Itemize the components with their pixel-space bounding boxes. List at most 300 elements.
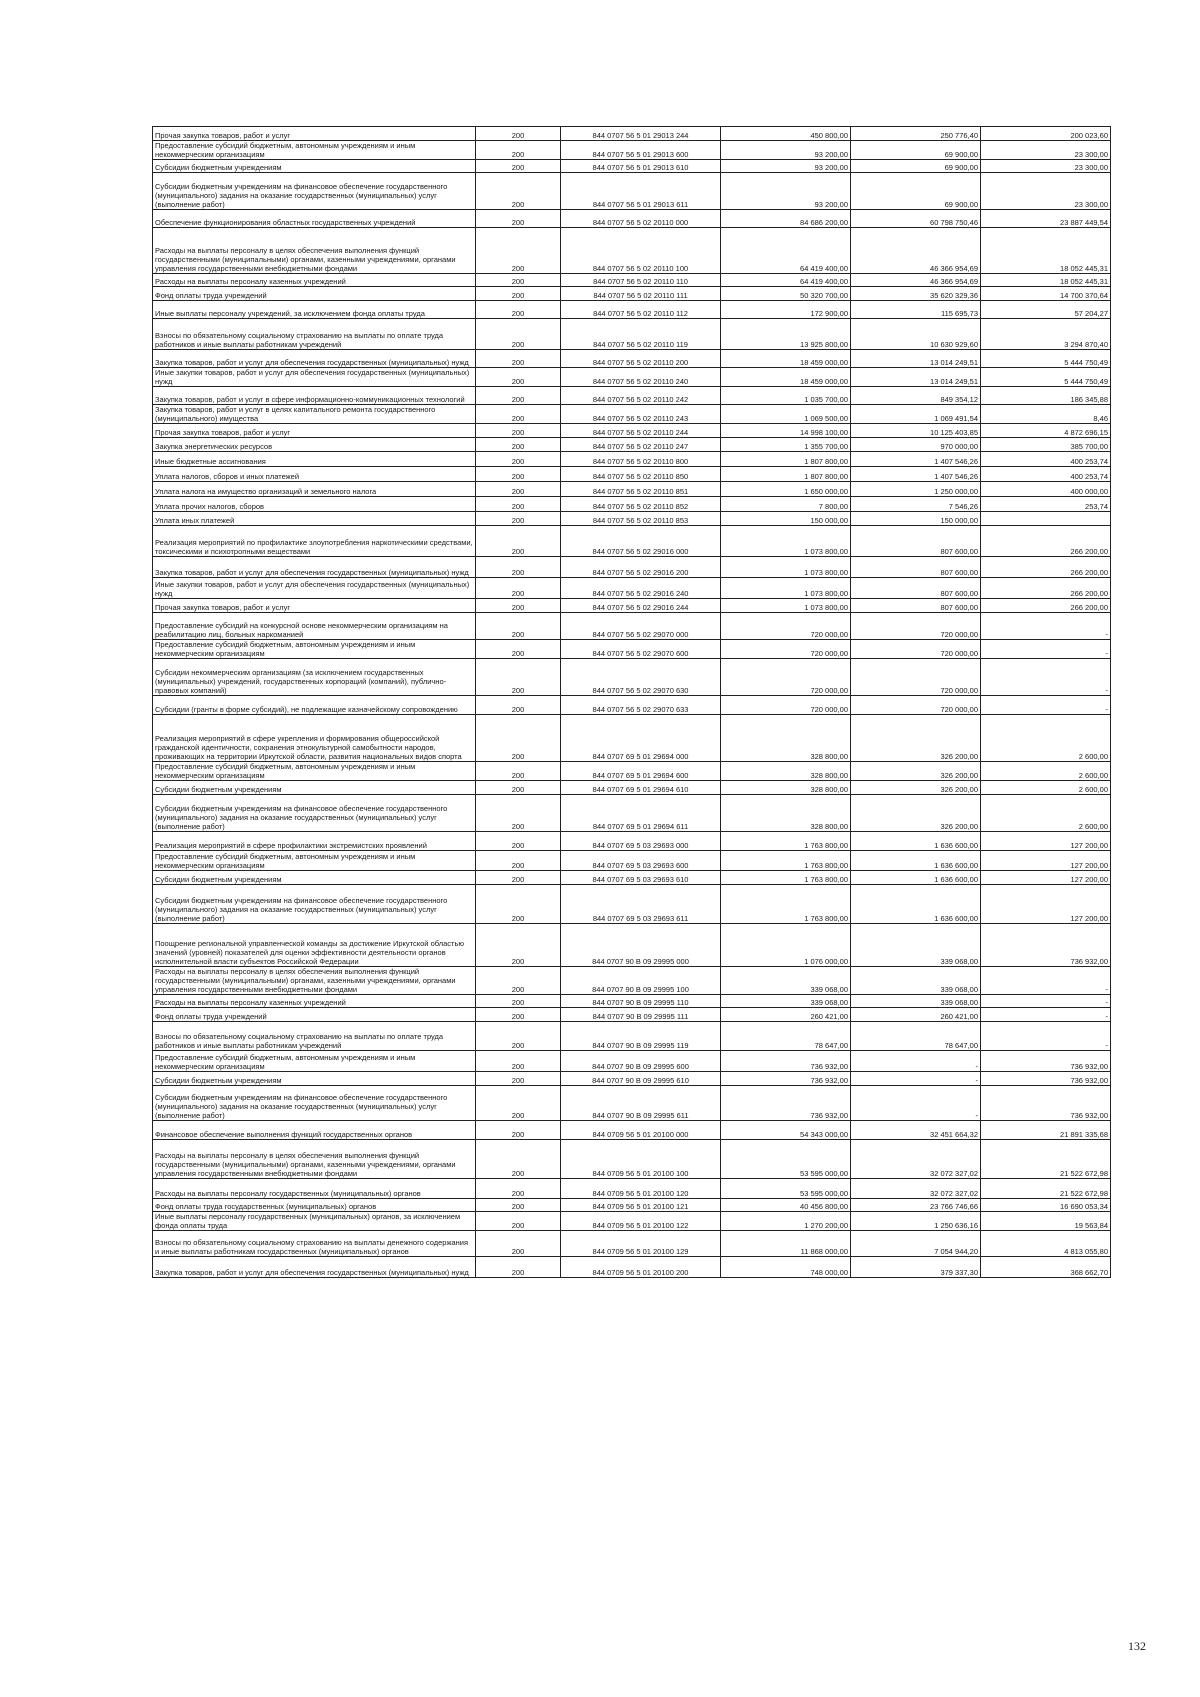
row-approved-cell: 1 650 000,00 <box>721 482 851 497</box>
row-unexecuted-cell: 21 522 672,98 <box>981 1140 1111 1179</box>
row-code-cell: 200 <box>476 781 561 795</box>
row-approved-cell: 748 000,00 <box>721 1257 851 1278</box>
table-row <box>153 387 1111 405</box>
row-unexecuted-cell: 266 200,00 <box>981 526 1111 557</box>
row-approved-cell: 18 459 000,00 <box>721 350 851 368</box>
row-unexecuted-cell: 2 600,00 <box>981 762 1111 781</box>
table-row <box>153 228 1111 274</box>
row-name-cell: Предоставление субсидий на конкурсной основе некоммерческим организациям на реабилитацию лиц, больных наркоманией <box>153 613 476 640</box>
row-unexecuted-cell: 23 887 449,54 <box>981 210 1111 228</box>
row-code-cell: 200 <box>476 1022 561 1051</box>
table-row <box>153 696 1111 715</box>
row-name-cell: Фонд оплаты труда учреждений <box>153 1008 476 1022</box>
row-code-cell: 200 <box>476 368 561 387</box>
row-code-cell: 200 <box>476 438 561 452</box>
row-kbk-cell: 844 0707 56 5 02 20110 244 <box>561 424 721 438</box>
row-unexecuted-cell: 127 200,00 <box>981 885 1111 924</box>
table-row <box>153 424 1111 438</box>
row-kbk-cell: 844 0709 56 5 01 20100 122 <box>561 1212 721 1231</box>
row-executed-cell: 339 068,00 <box>851 924 981 967</box>
row-code-cell: 200 <box>476 1199 561 1212</box>
row-code-cell: 200 <box>476 1086 561 1121</box>
row-unexecuted-cell: 18 052 445,31 <box>981 228 1111 274</box>
row-executed-cell: 1 636 600,00 <box>851 885 981 924</box>
row-executed-cell: - <box>851 1072 981 1086</box>
row-code-cell: 200 <box>476 1051 561 1072</box>
row-unexecuted-cell: 21 891 335,68 <box>981 1121 1111 1140</box>
row-unexecuted-cell: 186 345,88 <box>981 387 1111 405</box>
row-kbk-cell: 844 0709 56 5 01 20100 129 <box>561 1231 721 1257</box>
row-code-cell: 200 <box>476 160 561 173</box>
row-name-cell: Субсидии некоммерческим организациям (за исключением государственных (муниципальных) учреждений, государственных корпораций (компаний), публично-правовых компаний) <box>153 659 476 696</box>
row-approved-cell: 1 763 800,00 <box>721 885 851 924</box>
row-code-cell: 200 <box>476 173 561 210</box>
row-code-cell: 200 <box>476 482 561 497</box>
row-unexecuted-cell: 736 932,00 <box>981 924 1111 967</box>
row-approved-cell: 1 073 800,00 <box>721 578 851 599</box>
budget-execution-table <box>152 126 1111 1278</box>
row-executed-cell: 260 421,00 <box>851 1008 981 1022</box>
row-approved-cell: 328 800,00 <box>721 795 851 832</box>
table-row <box>153 482 1111 497</box>
table-row <box>153 832 1111 851</box>
table-row <box>153 1072 1111 1086</box>
row-executed-cell: 807 600,00 <box>851 557 981 578</box>
row-name-cell: Закупка товаров, работ и услуг в сфере информационно-коммуникационных технологий <box>153 387 476 405</box>
row-name-cell: Расходы на выплаты персоналу в целях обеспечения выполнения функций государственными (муниципальными) органами, казенными учреждениями, органами управления государственными внебюджетными фондами <box>153 1140 476 1179</box>
row-unexecuted-cell: 266 200,00 <box>981 599 1111 613</box>
row-approved-cell: 18 459 000,00 <box>721 368 851 387</box>
row-code-cell: 200 <box>476 141 561 160</box>
row-code-cell: 200 <box>476 467 561 482</box>
row-approved-cell: 736 932,00 <box>721 1051 851 1072</box>
row-kbk-cell: 844 0707 56 5 02 20110 000 <box>561 210 721 228</box>
table-row <box>153 851 1111 871</box>
row-kbk-cell: 844 0709 56 5 01 20100 100 <box>561 1140 721 1179</box>
row-executed-cell: 1 250 000,00 <box>851 482 981 497</box>
row-name-cell: Закупка товаров, работ и услуг для обеспечения государственных (муниципальных) нужд <box>153 1257 476 1278</box>
row-kbk-cell: 844 0707 56 5 02 20110 112 <box>561 301 721 319</box>
row-code-cell: 200 <box>476 319 561 350</box>
row-executed-cell: 807 600,00 <box>851 599 981 613</box>
row-code-cell: 200 <box>476 1072 561 1086</box>
row-kbk-cell: 844 0707 56 5 02 29070 630 <box>561 659 721 696</box>
row-name-cell: Закупка товаров, работ и услуг в целях капитального ремонта государственного (муниципального) имущества <box>153 405 476 424</box>
table-row <box>153 1140 1111 1179</box>
row-unexecuted-cell: 23 300,00 <box>981 160 1111 173</box>
row-approved-cell: 84 686 200,00 <box>721 210 851 228</box>
row-code-cell: 200 <box>476 696 561 715</box>
row-executed-cell: 60 798 750,46 <box>851 210 981 228</box>
row-code-cell: 200 <box>476 1257 561 1278</box>
table-row <box>153 795 1111 832</box>
row-kbk-cell: 844 0707 69 5 01 29694 611 <box>561 795 721 832</box>
row-approved-cell: 150 000,00 <box>721 512 851 526</box>
row-code-cell: 200 <box>476 613 561 640</box>
row-kbk-cell: 844 0707 56 5 02 29070 633 <box>561 696 721 715</box>
row-name-cell: Уплата налогов, сборов и иных платежей <box>153 467 476 482</box>
row-kbk-cell: 844 0707 56 5 02 20110 852 <box>561 497 721 512</box>
row-approved-cell: 50 320 700,00 <box>721 287 851 301</box>
table-row <box>153 781 1111 795</box>
row-unexecuted-cell: 736 932,00 <box>981 1072 1111 1086</box>
row-name-cell: Иные закупки товаров, работ и услуг для обеспечения государственных (муниципальных) нужд <box>153 368 476 387</box>
row-kbk-cell: 844 0707 56 5 02 29016 244 <box>561 599 721 613</box>
row-unexecuted-cell: - <box>981 1008 1111 1022</box>
table-row <box>153 1257 1111 1278</box>
row-kbk-cell: 844 0707 56 5 02 29016 240 <box>561 578 721 599</box>
row-approved-cell: 1 073 800,00 <box>721 557 851 578</box>
row-approved-cell: 1 355 700,00 <box>721 438 851 452</box>
row-kbk-cell: 844 0707 56 5 02 29016 000 <box>561 526 721 557</box>
row-unexecuted-cell: 736 932,00 <box>981 1086 1111 1121</box>
row-approved-cell: 1 076 000,00 <box>721 924 851 967</box>
row-executed-cell: 339 068,00 <box>851 995 981 1008</box>
row-code-cell: 200 <box>476 228 561 274</box>
table-row <box>153 557 1111 578</box>
row-approved-cell: 1 807 800,00 <box>721 467 851 482</box>
row-approved-cell: 7 800,00 <box>721 497 851 512</box>
table-row <box>153 452 1111 467</box>
row-unexecuted-cell: 8,46 <box>981 405 1111 424</box>
row-unexecuted-cell: - <box>981 613 1111 640</box>
row-kbk-cell: 844 0707 56 5 02 20110 853 <box>561 512 721 526</box>
row-approved-cell: 78 647,00 <box>721 1022 851 1051</box>
row-approved-cell: 720 000,00 <box>721 640 851 659</box>
table-row <box>153 995 1111 1008</box>
row-name-cell: Финансовое обеспечение выполнения функций государственных органов <box>153 1121 476 1140</box>
table-row <box>153 1022 1111 1051</box>
row-code-cell: 200 <box>476 526 561 557</box>
row-unexecuted-cell: 2 600,00 <box>981 715 1111 762</box>
row-executed-cell: 115 695,73 <box>851 301 981 319</box>
row-name-cell: Расходы на выплаты персоналу казенных учреждений <box>153 274 476 287</box>
row-executed-cell: 32 072 327,02 <box>851 1140 981 1179</box>
row-unexecuted-cell: - <box>981 696 1111 715</box>
row-executed-cell: 13 014 249,51 <box>851 368 981 387</box>
row-name-cell: Иные выплаты персоналу государственных (муниципальных) органов, за исключением фонда оплаты труда <box>153 1212 476 1231</box>
row-executed-cell: 720 000,00 <box>851 613 981 640</box>
row-approved-cell: 328 800,00 <box>721 762 851 781</box>
row-code-cell: 200 <box>476 924 561 967</box>
row-name-cell: Иные бюджетные ассигнования <box>153 452 476 467</box>
row-kbk-cell: 844 0709 56 5 01 20100 000 <box>561 1121 721 1140</box>
table-row <box>153 1008 1111 1022</box>
row-code-cell: 200 <box>476 795 561 832</box>
row-unexecuted-cell: 127 200,00 <box>981 851 1111 871</box>
row-approved-cell: 1 763 800,00 <box>721 832 851 851</box>
row-kbk-cell: 844 0707 90 В 09 29995 100 <box>561 967 721 995</box>
row-unexecuted-cell: - <box>981 967 1111 995</box>
row-kbk-cell: 844 0707 56 5 02 20110 247 <box>561 438 721 452</box>
table-row <box>153 715 1111 762</box>
row-kbk-cell: 844 0707 90 В 09 29995 000 <box>561 924 721 967</box>
table-row <box>153 160 1111 173</box>
row-unexecuted-cell: 368 662,70 <box>981 1257 1111 1278</box>
row-name-cell: Фонд оплаты труда государственных (муниципальных) органов <box>153 1199 476 1212</box>
row-approved-cell: 736 932,00 <box>721 1086 851 1121</box>
row-approved-cell: 1 073 800,00 <box>721 599 851 613</box>
row-name-cell: Расходы на выплаты персоналу казенных учреждений <box>153 995 476 1008</box>
row-name-cell: Прочая закупка товаров, работ и услуг <box>153 127 476 141</box>
row-unexecuted-cell: 736 932,00 <box>981 1051 1111 1072</box>
row-code-cell: 200 <box>476 274 561 287</box>
row-name-cell: Предоставление субсидий бюджетным, автономным учреждениям и иным некоммерческим организациям <box>153 851 476 871</box>
row-unexecuted-cell: 253,74 <box>981 497 1111 512</box>
row-kbk-cell: 844 0707 56 5 02 20110 100 <box>561 228 721 274</box>
table-row <box>153 301 1111 319</box>
row-executed-cell: 807 600,00 <box>851 578 981 599</box>
row-kbk-cell: 844 0707 90 В 09 29995 110 <box>561 995 721 1008</box>
row-name-cell: Субсидии бюджетным учреждениям <box>153 160 476 173</box>
row-name-cell: Взносы по обязательному социальному страхованию на выплаты по оплате труда работников и иные выплаты работникам учреждений <box>153 319 476 350</box>
row-code-cell: 200 <box>476 387 561 405</box>
row-name-cell: Закупка товаров, работ и услуг для обеспечения государственных (муниципальных) нужд <box>153 557 476 578</box>
table-row <box>153 967 1111 995</box>
table-row <box>153 127 1111 141</box>
row-name-cell: Субсидии бюджетным учреждениям <box>153 781 476 795</box>
row-approved-cell: 1 073 800,00 <box>721 526 851 557</box>
table-row <box>153 319 1111 350</box>
row-unexecuted-cell: 385 700,00 <box>981 438 1111 452</box>
row-unexecuted-cell: 21 522 672,98 <box>981 1179 1111 1199</box>
row-code-cell: 200 <box>476 871 561 885</box>
row-executed-cell: - <box>851 1086 981 1121</box>
row-code-cell: 200 <box>476 452 561 467</box>
row-code-cell: 200 <box>476 497 561 512</box>
row-code-cell: 200 <box>476 715 561 762</box>
table-row <box>153 871 1111 885</box>
row-kbk-cell: 844 0707 90 В 09 29995 611 <box>561 1086 721 1121</box>
row-unexecuted-cell: 400 000,00 <box>981 482 1111 497</box>
row-code-cell: 200 <box>476 512 561 526</box>
row-name-cell: Субсидии бюджетным учреждениям <box>153 1072 476 1086</box>
row-code-cell: 200 <box>476 885 561 924</box>
row-executed-cell: 1 407 546,26 <box>851 452 981 467</box>
row-kbk-cell: 844 0707 56 5 02 29070 000 <box>561 613 721 640</box>
row-kbk-cell: 844 0707 56 5 02 20110 800 <box>561 452 721 467</box>
row-code-cell: 200 <box>476 287 561 301</box>
row-executed-cell: 150 000,00 <box>851 512 981 526</box>
row-executed-cell: 7 054 944,20 <box>851 1231 981 1257</box>
row-kbk-cell: 844 0707 90 В 09 29995 119 <box>561 1022 721 1051</box>
row-name-cell: Субсидии бюджетным учреждениям на финансовое обеспечение государственного (муниципального) задания на оказание государственных (муниципальных) услуг (выполнение работ) <box>153 795 476 832</box>
row-unexecuted-cell: 127 200,00 <box>981 832 1111 851</box>
row-executed-cell: 720 000,00 <box>851 640 981 659</box>
row-code-cell: 200 <box>476 1140 561 1179</box>
row-approved-cell: 339 068,00 <box>721 995 851 1008</box>
row-kbk-cell: 844 0707 56 5 02 20110 242 <box>561 387 721 405</box>
table-row <box>153 578 1111 599</box>
row-kbk-cell: 844 0707 90 В 09 29995 600 <box>561 1051 721 1072</box>
row-name-cell: Субсидии бюджетным учреждениям на финансовое обеспечение государственного (муниципального) задания на оказание государственных (муниципальных) услуг (выполнение работ) <box>153 173 476 210</box>
row-executed-cell: 1 407 546,26 <box>851 467 981 482</box>
row-executed-cell: 13 014 249,51 <box>851 350 981 368</box>
row-unexecuted-cell <box>981 512 1111 526</box>
table-row <box>153 1199 1111 1212</box>
row-executed-cell: 326 200,00 <box>851 795 981 832</box>
row-executed-cell: 250 776,40 <box>851 127 981 141</box>
row-kbk-cell: 844 0707 56 5 02 20110 111 <box>561 287 721 301</box>
row-name-cell: Субсидии бюджетным учреждениям <box>153 871 476 885</box>
row-kbk-cell: 844 0707 69 5 03 29693 000 <box>561 832 721 851</box>
table-body <box>153 127 1111 1278</box>
row-executed-cell: 1 636 600,00 <box>851 851 981 871</box>
row-executed-cell: 23 766 746,66 <box>851 1199 981 1212</box>
row-name-cell: Поощрение региональной управленческой команды за достижение Иркутской областью значений (уровней) показателей для оценки эффективности деятельности органов исполнительной власти субъектов Российской Федерации <box>153 924 476 967</box>
row-approved-cell: 1 270 200,00 <box>721 1212 851 1231</box>
row-executed-cell: 807 600,00 <box>851 526 981 557</box>
page-number: 132 <box>1128 1639 1146 1653</box>
row-name-cell: Предоставление субсидий бюджетным, автономным учреждениям и иным некоммерческим организациям <box>153 762 476 781</box>
row-code-cell: 200 <box>476 762 561 781</box>
table-row <box>153 1051 1111 1072</box>
row-approved-cell: 53 595 000,00 <box>721 1140 851 1179</box>
row-approved-cell: 1 035 700,00 <box>721 387 851 405</box>
row-kbk-cell: 844 0707 56 5 02 29070 600 <box>561 640 721 659</box>
row-name-cell: Субсидии бюджетным учреждениям на финансовое обеспечение государственного (муниципального) задания на оказание государственных (муниципальных) услуг (выполнение работ) <box>153 885 476 924</box>
table-row <box>153 885 1111 924</box>
row-approved-cell: 64 419 400,00 <box>721 228 851 274</box>
row-executed-cell: 1 250 636,16 <box>851 1212 981 1231</box>
table-row <box>153 1231 1111 1257</box>
row-kbk-cell: 844 0707 56 5 02 20110 243 <box>561 405 721 424</box>
row-executed-cell: 69 900,00 <box>851 141 981 160</box>
row-approved-cell: 13 925 800,00 <box>721 319 851 350</box>
row-code-cell: 200 <box>476 127 561 141</box>
row-name-cell: Расходы на выплаты персоналу в целях обеспечения выполнения функций государственными (муниципальными) органами, казенными учреждениями, органами управления государственными внебюджетными фондами <box>153 967 476 995</box>
row-kbk-cell: 844 0707 56 5 01 29013 244 <box>561 127 721 141</box>
row-unexecuted-cell: - <box>981 995 1111 1008</box>
table-row <box>153 526 1111 557</box>
row-kbk-cell: 844 0707 56 5 01 29013 611 <box>561 173 721 210</box>
row-executed-cell: 1 069 491,54 <box>851 405 981 424</box>
row-kbk-cell: 844 0707 56 5 02 20110 850 <box>561 467 721 482</box>
row-code-cell: 200 <box>476 350 561 368</box>
row-code-cell: 200 <box>476 599 561 613</box>
row-executed-cell: - <box>851 1051 981 1072</box>
row-code-cell: 200 <box>476 1121 561 1140</box>
row-kbk-cell: 844 0707 69 5 01 29694 610 <box>561 781 721 795</box>
row-kbk-cell: 844 0707 56 5 01 29013 600 <box>561 141 721 160</box>
row-executed-cell: 1 636 600,00 <box>851 832 981 851</box>
row-name-cell: Субсидии (гранты в форме субсидий), не подлежащие казначейскому сопровождению <box>153 696 476 715</box>
row-unexecuted-cell: 266 200,00 <box>981 557 1111 578</box>
row-unexecuted-cell: 127 200,00 <box>981 871 1111 885</box>
row-unexecuted-cell: 14 700 370,64 <box>981 287 1111 301</box>
row-approved-cell: 339 068,00 <box>721 967 851 995</box>
row-kbk-cell: 844 0707 69 5 03 29693 600 <box>561 851 721 871</box>
table-row <box>153 1179 1111 1199</box>
row-code-cell: 200 <box>476 405 561 424</box>
table-row <box>153 467 1111 482</box>
row-approved-cell: 1 807 800,00 <box>721 452 851 467</box>
row-executed-cell: 970 000,00 <box>851 438 981 452</box>
table-row <box>153 613 1111 640</box>
row-unexecuted-cell: 2 600,00 <box>981 781 1111 795</box>
row-executed-cell: 32 451 664,32 <box>851 1121 981 1140</box>
row-approved-cell: 64 419 400,00 <box>721 274 851 287</box>
row-code-cell: 200 <box>476 832 561 851</box>
row-kbk-cell: 844 0707 90 В 09 29995 111 <box>561 1008 721 1022</box>
row-kbk-cell: 844 0709 56 5 01 20100 200 <box>561 1257 721 1278</box>
table-row <box>153 368 1111 387</box>
row-executed-cell: 69 900,00 <box>851 160 981 173</box>
table-row <box>153 640 1111 659</box>
row-executed-cell: 10 630 929,60 <box>851 319 981 350</box>
row-kbk-cell: 844 0707 56 5 02 20110 851 <box>561 482 721 497</box>
row-executed-cell: 32 072 327,02 <box>851 1179 981 1199</box>
table-row <box>153 599 1111 613</box>
row-code-cell: 200 <box>476 659 561 696</box>
row-name-cell: Уплата налога на имущество организаций и земельного налога <box>153 482 476 497</box>
row-executed-cell: 339 068,00 <box>851 967 981 995</box>
row-unexecuted-cell: 16 690 053,34 <box>981 1199 1111 1212</box>
row-code-cell: 200 <box>476 995 561 1008</box>
row-unexecuted-cell: 23 300,00 <box>981 141 1111 160</box>
table-row <box>153 1212 1111 1231</box>
table-row <box>153 141 1111 160</box>
table-row <box>153 924 1111 967</box>
row-executed-cell: 849 354,12 <box>851 387 981 405</box>
row-executed-cell: 1 636 600,00 <box>851 871 981 885</box>
row-name-cell: Реализация мероприятий в сфере профилактики экстремистских проявлений <box>153 832 476 851</box>
table-row <box>153 274 1111 287</box>
row-unexecuted-cell: - <box>981 640 1111 659</box>
row-executed-cell: 379 337,30 <box>851 1257 981 1278</box>
row-kbk-cell: 844 0707 56 5 02 20110 119 <box>561 319 721 350</box>
row-approved-cell: 720 000,00 <box>721 613 851 640</box>
row-unexecuted-cell: 266 200,00 <box>981 578 1111 599</box>
row-kbk-cell: 844 0707 56 5 02 29016 200 <box>561 557 721 578</box>
row-executed-cell: 326 200,00 <box>851 715 981 762</box>
row-unexecuted-cell: 5 444 750,49 <box>981 350 1111 368</box>
row-approved-cell: 450 800,00 <box>721 127 851 141</box>
row-name-cell: Взносы по обязательному социальному страхованию на выплаты по оплате труда работников и иные выплаты работникам учреждений <box>153 1022 476 1051</box>
row-unexecuted-cell: 4 813 055,80 <box>981 1231 1111 1257</box>
row-executed-cell: 46 366 954,69 <box>851 274 981 287</box>
row-approved-cell: 736 932,00 <box>721 1072 851 1086</box>
row-kbk-cell: 844 0707 69 5 01 29694 600 <box>561 762 721 781</box>
row-approved-cell: 93 200,00 <box>721 173 851 210</box>
row-kbk-cell: 844 0707 90 В 09 29995 610 <box>561 1072 721 1086</box>
row-approved-cell: 1 069 500,00 <box>721 405 851 424</box>
row-name-cell: Уплата прочих налогов, сборов <box>153 497 476 512</box>
row-unexecuted-cell: 57 204,27 <box>981 301 1111 319</box>
row-unexecuted-cell: 2 600,00 <box>981 795 1111 832</box>
row-name-cell: Реализация мероприятий в сфере укрепления и формирования общероссийской гражданской идентичности, сохранения этнокультурной самобытности народов, проживающих на территории Иркутской области, развития национальных видов спорта <box>153 715 476 762</box>
row-executed-cell: 720 000,00 <box>851 659 981 696</box>
row-approved-cell: 93 200,00 <box>721 141 851 160</box>
row-name-cell: Расходы на выплаты персоналу в целях обеспечения выполнения функций государственными (муниципальными) органами, казенными учреждениями, органами управления государственными внебюджетными фондами <box>153 228 476 274</box>
row-kbk-cell: 844 0707 56 5 02 20110 110 <box>561 274 721 287</box>
row-kbk-cell: 844 0707 69 5 03 29693 611 <box>561 885 721 924</box>
row-unexecuted-cell: 200 023,60 <box>981 127 1111 141</box>
row-code-cell: 200 <box>476 578 561 599</box>
row-kbk-cell: 844 0709 56 5 01 20100 120 <box>561 1179 721 1199</box>
row-executed-cell: 10 125 403,85 <box>851 424 981 438</box>
row-name-cell: Прочая закупка товаров, работ и услуг <box>153 424 476 438</box>
row-approved-cell: 1 763 800,00 <box>721 871 851 885</box>
table-row <box>153 210 1111 228</box>
row-unexecuted-cell: 400 253,74 <box>981 452 1111 467</box>
row-approved-cell: 172 900,00 <box>721 301 851 319</box>
row-executed-cell: 69 900,00 <box>851 173 981 210</box>
row-name-cell: Обеспечение функционирования областных государственных учреждений <box>153 210 476 228</box>
row-unexecuted-cell: 4 872 696,15 <box>981 424 1111 438</box>
row-executed-cell: 326 200,00 <box>851 762 981 781</box>
table-row <box>153 762 1111 781</box>
